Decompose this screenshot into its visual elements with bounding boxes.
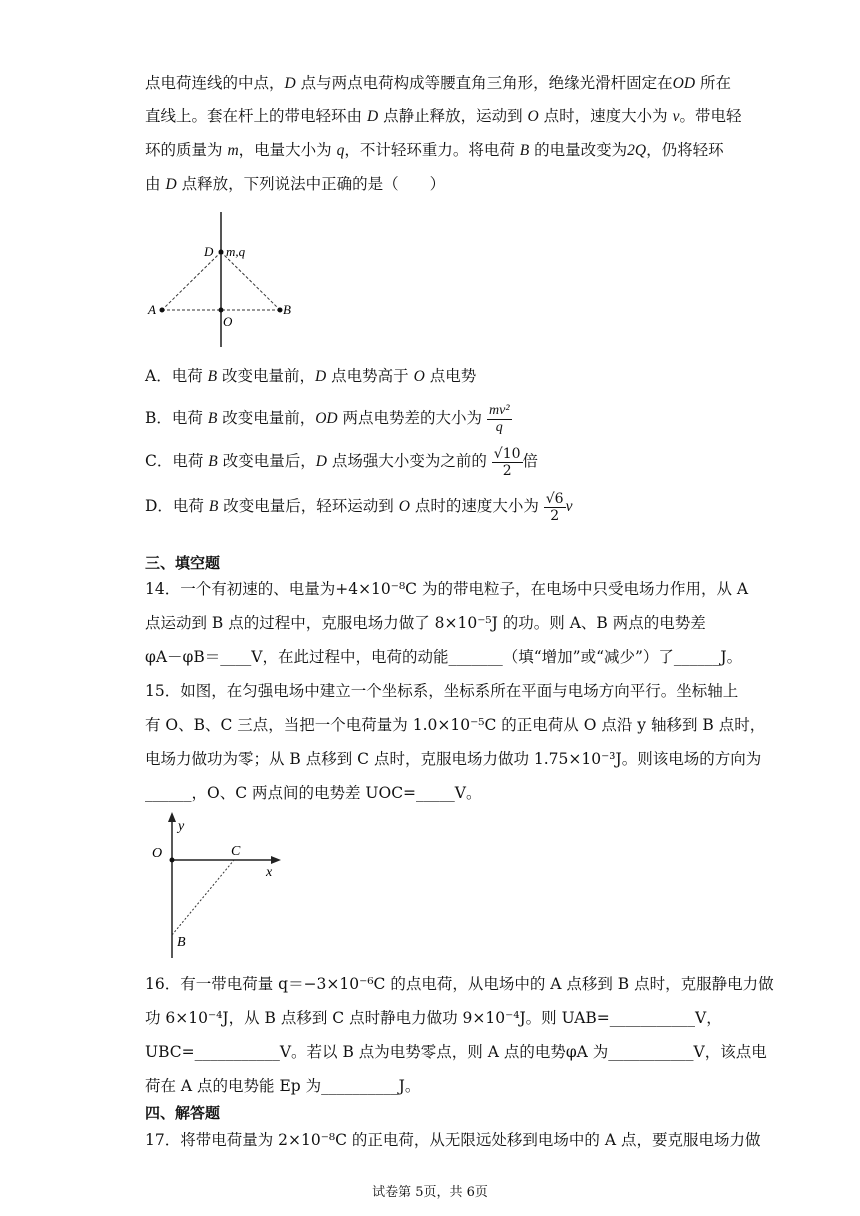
option-b: B．电荷 B 改变电量前，OD 两点电势差的大小为 $\frac{\text{mv²}}{q}$ bbox=[145, 402, 510, 435]
y-axis-arrow bbox=[168, 812, 176, 822]
q15-line-3: 电场力做功为零；从 B 点移到 C 点时，克服电场力做功 1.75×10⁻³J。则该电场的方向为 bbox=[145, 750, 762, 768]
label-B: B bbox=[283, 302, 291, 317]
section-heading-fill-blank: 三、填空题 bbox=[145, 554, 221, 572]
q15-line-1: 15．如图，在匀强电场中建立一个坐标系，坐标系所在平面与电场方向平行。坐标轴上 bbox=[145, 682, 739, 700]
line-DA bbox=[162, 252, 221, 310]
q14-line-1: 14．一个有初速的、电量为+4×10⁻⁸C 为的带电粒子，在电场中只受电场力作用，从 A bbox=[145, 580, 749, 598]
label-x: x bbox=[266, 865, 273, 880]
label-O: O bbox=[223, 314, 233, 329]
label-O2: O bbox=[152, 846, 163, 861]
q13-line-4: 由 D 点释放，下列说法中正确的是（ ） bbox=[145, 175, 446, 193]
line-DB bbox=[221, 252, 280, 310]
option-d: D．电荷 B 改变电量后，轻环运动到 O 点时的速度大小为 $\frac{√6}{2}$ v bbox=[145, 490, 573, 524]
q13-line-3: 环的质量为 m，电量大小为 q，不计轻环重力。将电荷 B 的电量改变为2Q，仍将轻环 bbox=[145, 141, 724, 159]
label-B2: B bbox=[177, 935, 186, 950]
label-A: A bbox=[148, 302, 156, 317]
q15-line-2: 有 O、B、C 三点，当把一个电荷量为 1.0×10⁻⁵C 的正电荷从 O 点沿 y 轴移到 B 点时， bbox=[145, 716, 766, 734]
q13-line-1: 点电荷连线的中点，D 点与两点电荷构成等腰直角三角形，绝缘光滑杆固定在OD 所在 bbox=[145, 74, 731, 92]
q14-line-3: φA－φB＝____V，在此过程中，电荷的动能_______（填“增加”或“减少”）了______J。 bbox=[145, 648, 743, 666]
q16-line-4: 荷在 A 点的电势能 Ep 为__________J。 bbox=[145, 1077, 421, 1095]
q13-line-2: 直线上。套在杆上的带电轻环由 D 点静止释放，运动到 O 点时，速度大小为 v。带电轻 bbox=[145, 107, 742, 125]
coordinate-figure bbox=[145, 810, 290, 965]
fraction-mv2-q: $\frac{\text{mv²}}{q}$ bbox=[489, 402, 510, 435]
point-A bbox=[160, 308, 165, 313]
q15-line-4: ______，O、C 两点间的电势差 UOC=_____V。 bbox=[145, 784, 482, 802]
q17-line-1: 17．将带电荷量为 2×10⁻⁸C 的正电荷，从无限远处移到电场中的 A 点，要克服电场力做 bbox=[145, 1131, 761, 1149]
fraction-sqrt6-2: $\frac{√6}{2}$ bbox=[545, 490, 564, 524]
point-O bbox=[219, 308, 224, 313]
q16-line-2: 功 6×10⁻⁴J，从 B 点移到 C 点时静电力做功 9×10⁻⁴J。则 UAB=___________V， bbox=[145, 1009, 722, 1027]
q14-line-2: 点运动到 B 点的过程中，克服电场力做了 8×10⁻⁵J 的功。则 A、B 两点的电势差 bbox=[145, 614, 706, 632]
option-a: A．电荷 B 改变电量前，D 点电势高于 O 点电势 bbox=[145, 367, 477, 385]
label-y: y bbox=[178, 819, 185, 834]
point-B bbox=[278, 308, 283, 313]
page-footer: 试卷第 5页，共 6页 bbox=[372, 1185, 488, 1200]
label-mq: m,q bbox=[226, 244, 246, 259]
line-BC bbox=[172, 860, 234, 935]
label-C: C bbox=[231, 844, 241, 859]
q16-line-1: 16．有一带电荷量 q＝−3×10⁻⁶C 的点电荷，从电场中的 A 点移到 B 点时，克服静电力做 bbox=[145, 975, 774, 993]
point-D bbox=[219, 250, 224, 255]
q16-line-3: UBC=___________V。若以 B 点为电势零点，则 A 点的电势φA 为___________V，该点电 bbox=[145, 1043, 767, 1061]
triangle-figure bbox=[140, 210, 310, 350]
fraction-sqrt10-2: $\frac{√10}{2}$ bbox=[493, 445, 521, 479]
label-D: D bbox=[204, 244, 214, 259]
point-O2 bbox=[170, 858, 175, 863]
option-c: C．电荷 B 改变电量后，D 点场强大小变为之前的 $\frac{√10}{2}$ 倍 bbox=[145, 445, 539, 479]
x-axis-arrow bbox=[271, 856, 281, 864]
section-heading-solve: 四、解答题 bbox=[145, 1104, 221, 1122]
